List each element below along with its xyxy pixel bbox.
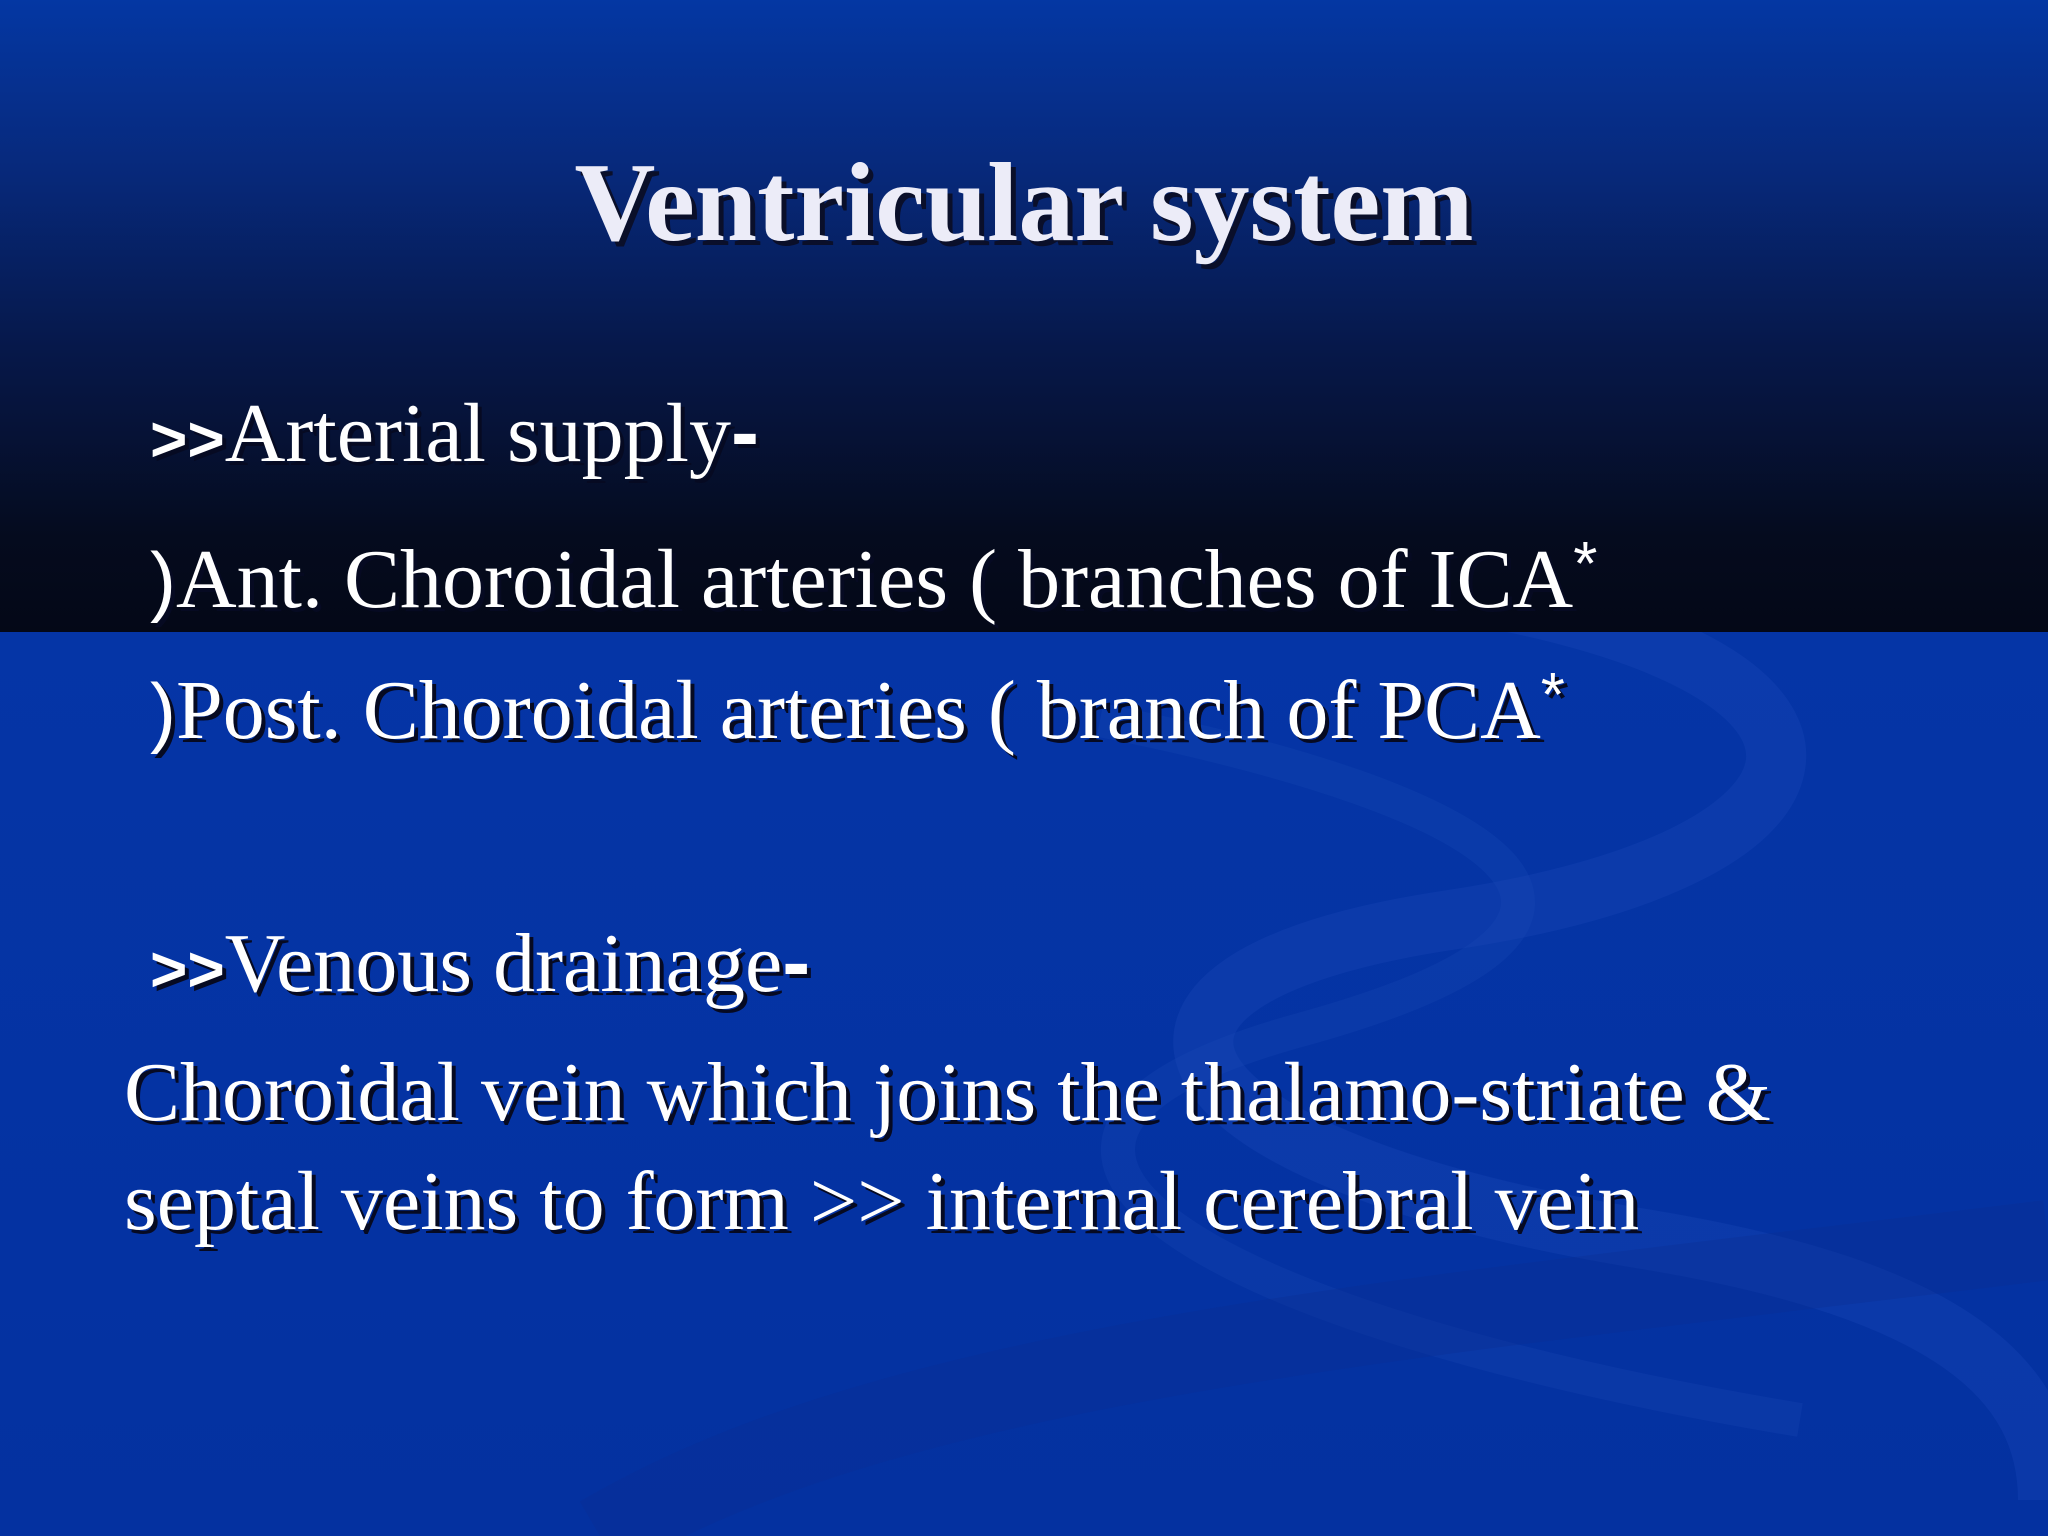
bullet-marker: >> bbox=[150, 933, 225, 1005]
bullet-marker: >> bbox=[150, 403, 225, 475]
item-paren: ) bbox=[150, 536, 176, 624]
heading-dash: - bbox=[730, 385, 759, 479]
arterial-supply-heading: Arterial supply bbox=[224, 387, 731, 480]
item-paren: ) bbox=[150, 667, 176, 755]
arterial-supply-heading-line bbox=[150, 382, 759, 489]
item-asterisk: * bbox=[1573, 530, 1598, 599]
arterial-item-post-choroidal bbox=[150, 646, 1565, 761]
item-text: Ant. Choroidal arteries ( branches of ICA bbox=[175, 533, 1574, 626]
item-text: Post. Choroidal arteries ( branch of PCA bbox=[175, 664, 1541, 757]
item-asterisk: * bbox=[1540, 661, 1565, 730]
arterial-item-ant-choroidal bbox=[150, 515, 1597, 630]
venous-text-line-2: septal veins to form >> internal cerebral vein bbox=[124, 1155, 1640, 1248]
heading-dash: - bbox=[782, 915, 811, 1009]
venous-text-line-1: Choroidal vein which joins the thalamo-striate & bbox=[124, 1046, 1771, 1139]
slide-title: Ventricular system bbox=[574, 141, 1474, 265]
venous-drainage-heading: Venous drainage bbox=[224, 917, 783, 1010]
venous-drainage-heading-line bbox=[150, 912, 810, 1019]
